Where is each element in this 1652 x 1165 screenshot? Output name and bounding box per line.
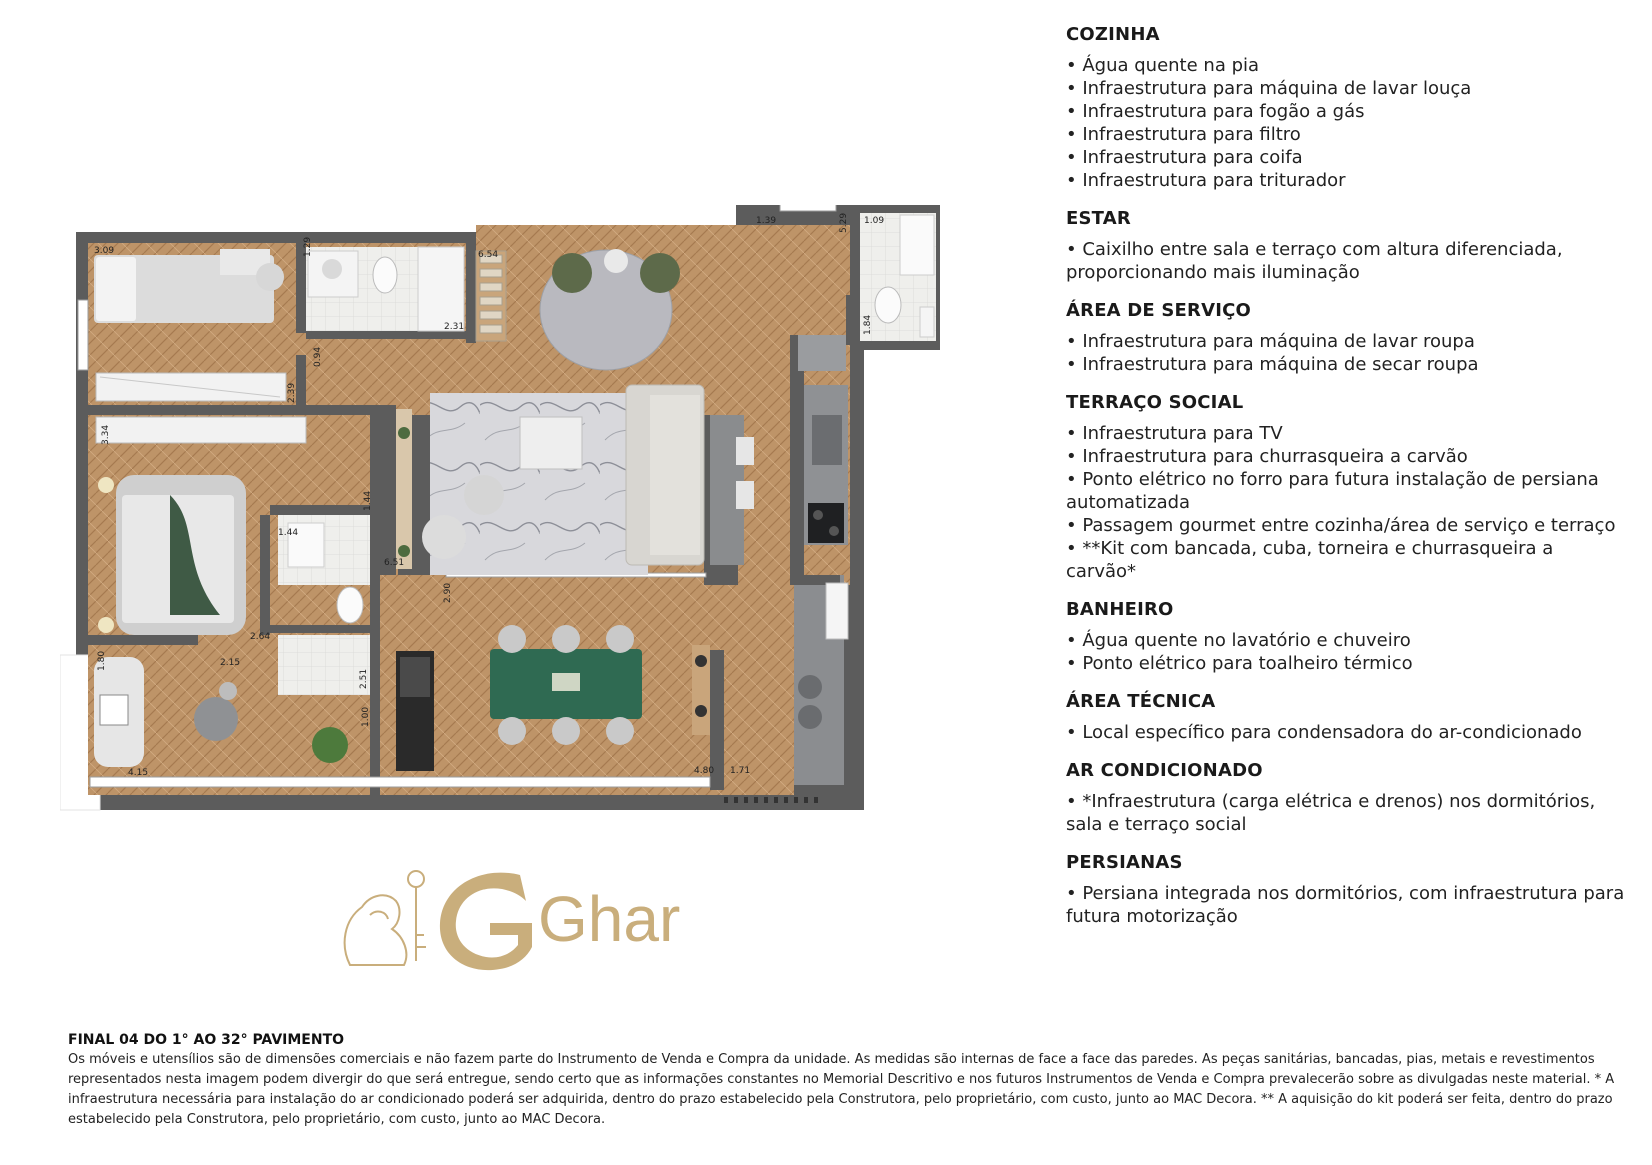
- feature-item: • Infraestrutura para fogão a gás: [1066, 101, 1365, 122]
- feature-section: [1066, 24, 1626, 192]
- feature-section: [1066, 760, 1626, 836]
- feature-section: [1066, 599, 1626, 675]
- dim-label: 1.39: [756, 216, 777, 226]
- dim-label: 1.84: [863, 314, 873, 335]
- ghar-logo: [330, 865, 690, 980]
- dim-label: 1.71: [730, 766, 751, 776]
- feature-section-title: COZINHA: [1066, 24, 1160, 45]
- feature-item: • Infraestrutura para triturador: [1066, 170, 1346, 191]
- dim-label: 3.34: [101, 424, 111, 445]
- footer-title: FINAL 04 DO 1° AO 32° PAVIMENTO: [68, 1032, 345, 1048]
- feature-list: [1066, 24, 1626, 944]
- feature-item: • Infraestrutura para máquina de secar roupa: [1066, 354, 1479, 375]
- feature-item: • Infraestrutura para máquina de lavar louça: [1066, 78, 1472, 99]
- dim-label: 5.29: [839, 212, 849, 233]
- feature-item: • Ponto elétrico no forro para futura instalação de persiana automatizada: [1066, 469, 1599, 513]
- dim-label: 3.09: [94, 246, 115, 256]
- feature-section-title: AR CONDICIONADO: [1066, 760, 1263, 781]
- feature-section: [1066, 392, 1626, 583]
- dim-label: 6.51: [384, 558, 405, 568]
- feature-item: • Persiana integrada nos dormitórios, com infraestrutura para futura motorização: [1066, 883, 1625, 927]
- feature-item: • Passagem gourmet entre cozinha/área de serviço e terraço: [1066, 515, 1616, 536]
- dim-label: 0.94: [313, 346, 323, 367]
- feature-item: • Infraestrutura para filtro: [1066, 124, 1301, 145]
- living-furniture: [396, 385, 754, 575]
- dim-label: 1.44: [363, 490, 373, 511]
- footer-disclaimer: [68, 1032, 1638, 1130]
- feature-item: • Ponto elétrico para toalheiro térmico: [1066, 653, 1413, 674]
- feature-item: • **Kit com bancada, cuba, torneira e churrasqueira a carvão*: [1066, 538, 1554, 582]
- feature-item: • Local específico para condensadora do ar-condicionado: [1066, 722, 1582, 743]
- dim-label: 1.29: [303, 236, 313, 257]
- dim-label: 2.15: [220, 658, 241, 668]
- feature-section-title: TERRAÇO SOCIAL: [1066, 392, 1244, 413]
- dim-label: 2.51: [359, 668, 369, 689]
- feature-item: • Água quente na pia: [1066, 55, 1260, 76]
- logo-wordmark: Ghar: [538, 883, 681, 955]
- feature-section: [1066, 691, 1626, 744]
- feature-section-title: ÁREA DE SERVIÇO: [1066, 300, 1252, 321]
- dim-label: 1.00: [361, 706, 371, 727]
- feature-section-title: ÁREA TÉCNICA: [1066, 691, 1216, 712]
- feature-section: [1066, 208, 1626, 284]
- footer-body: Os móveis e utensílios são de dimensões comerciais e não fazem parte do Instrumento de Venda e Compra da unidade. As medidas são internas de face a face das paredes. As peças sanitárias, bancadas, pias, metais e revestimentos representados nesta imagem podem divergir do que será entregue, sendo certo que as informações constantes no Memorial Descritivo e nos futuros Instrumentos de Venda e Compra prevalecerão sobre as divulgadas neste material. * A infraestrutura necessária para instalação do ar condicionado poderá ser adquirida, dentro do prazo estabelecido pela Construtora, pelo proprietário, com custo, junto ao MAC Decora. ** A aquisição do kit poderá ser feita, dentro do prazo estabelecido pela Construtora, pelo proprietário, com custo, junto ao MAC Decora.: [68, 1052, 1615, 1127]
- feature-item: • Infraestrutura para churrasqueira a carvão: [1066, 446, 1468, 467]
- feature-item: • Água quente no lavatório e chuveiro: [1066, 630, 1411, 651]
- shelf-rack: [476, 251, 506, 341]
- dim-label: 4.15: [128, 768, 149, 778]
- feature-item: • *Infraestrutura (carga elétrica e drenos) nos dormitórios, sala e terraço social: [1066, 791, 1596, 835]
- dim-label: 1.80: [97, 650, 107, 671]
- dim-label: 1.09: [864, 216, 885, 226]
- dim-label: 2.31: [444, 322, 465, 332]
- feature-item: • Infraestrutura para coifa: [1066, 147, 1303, 168]
- dim-label: 4.80: [694, 766, 715, 776]
- feature-item: • Caixilho entre sala e terraço com altura diferenciada, proporcionando mais iluminação: [1066, 239, 1563, 283]
- feature-section: [1066, 852, 1626, 928]
- floor-plan: [60, 205, 940, 855]
- dim-label: 2.39: [287, 382, 297, 403]
- dim-label: 6.54: [478, 250, 499, 260]
- feature-section-title: ESTAR: [1066, 208, 1131, 229]
- logo-g-mark: [440, 873, 532, 971]
- feature-section-title: PERSIANAS: [1066, 852, 1183, 873]
- feature-section: [1066, 300, 1626, 376]
- dim-label: 1.44: [278, 528, 299, 538]
- feature-item: • Infraestrutura para TV: [1066, 423, 1283, 444]
- dim-label: 2.90: [443, 582, 453, 603]
- feature-section-title: BANHEIRO: [1066, 599, 1174, 620]
- kitchen-counter: [798, 335, 848, 545]
- lion-key-emblem: [345, 871, 426, 965]
- feature-item: • Infraestrutura para máquina de lavar roupa: [1066, 331, 1475, 352]
- dim-label: 2.64: [250, 632, 271, 642]
